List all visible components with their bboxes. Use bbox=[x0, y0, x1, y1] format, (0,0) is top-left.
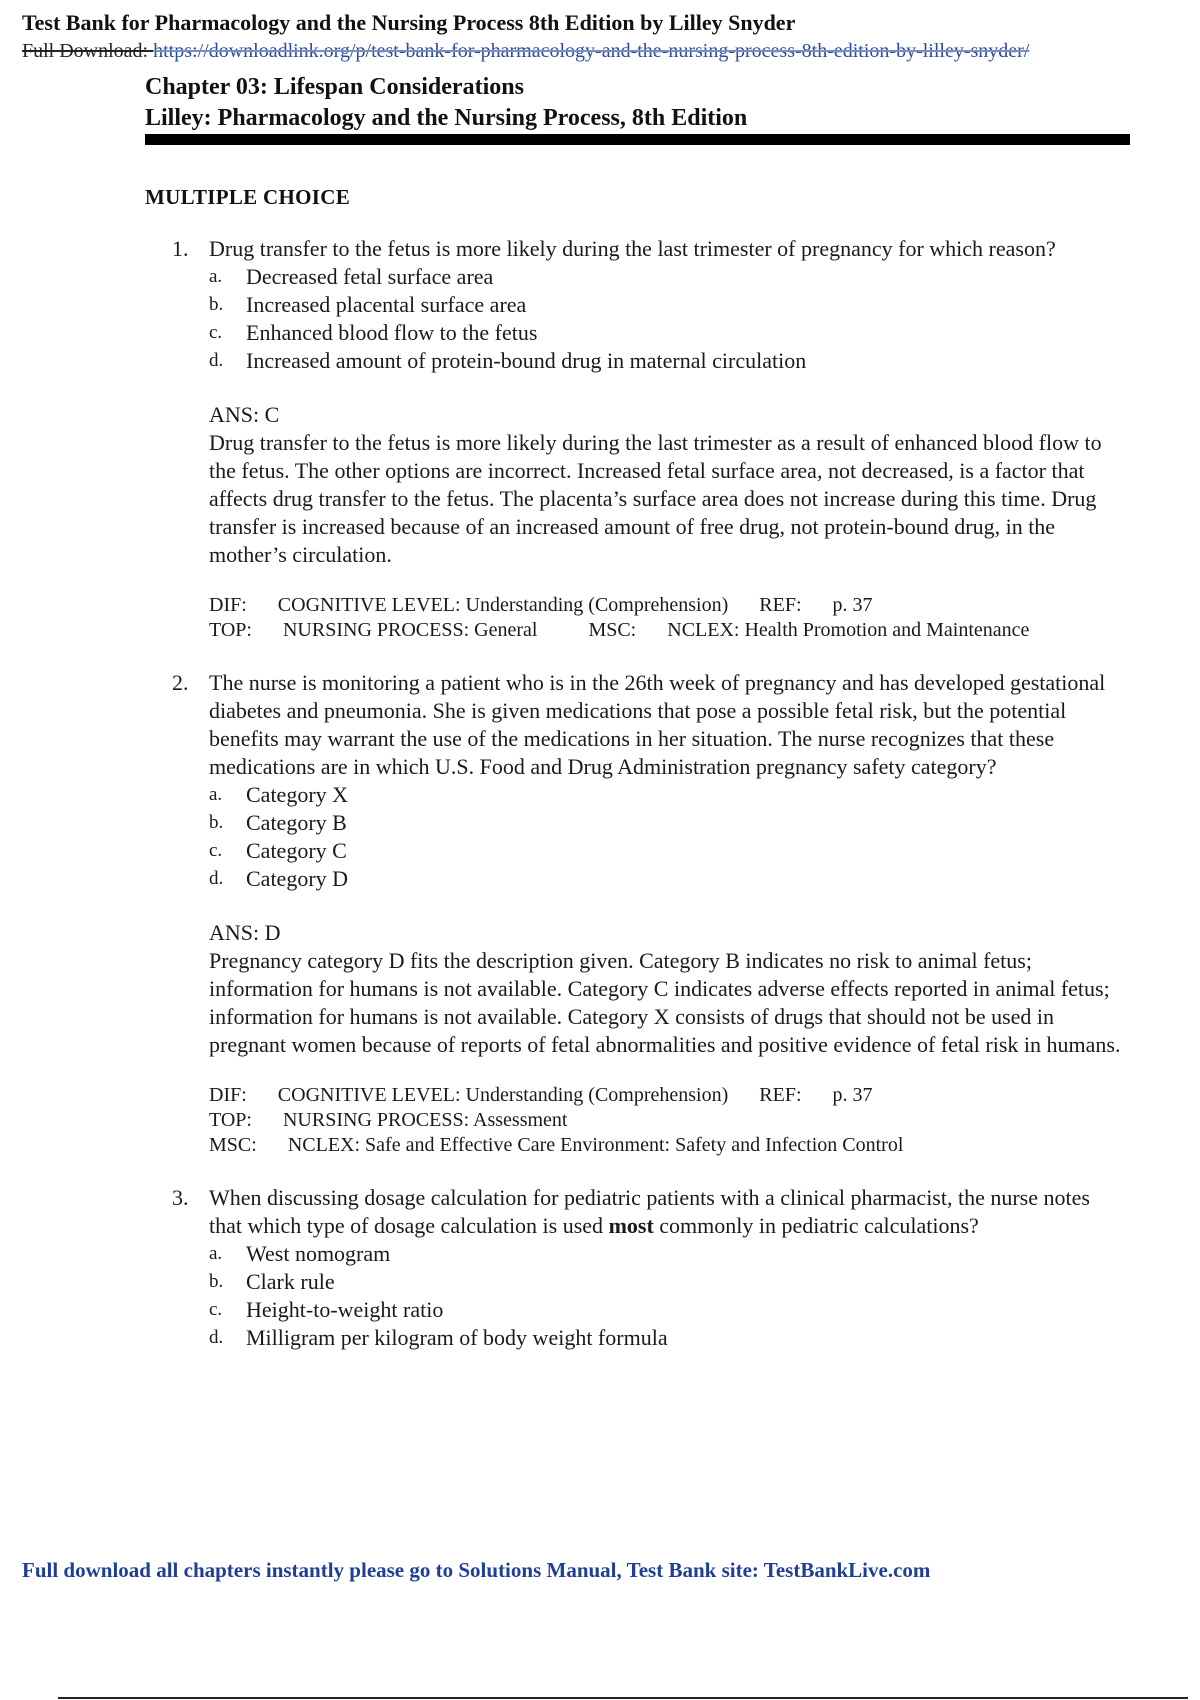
option-text: Milligram per kilogram of body weight formula bbox=[246, 1325, 668, 1350]
ref-label: REF: bbox=[759, 594, 802, 616]
bottom-divider bbox=[58, 1697, 1188, 1699]
top-label: TOP: bbox=[209, 1109, 252, 1131]
dif-value: COGNITIVE LEVEL: Understanding (Comprehension) bbox=[277, 594, 729, 616]
document-title: Test Bank for Pharmacology and the Nursing Process 8th Edition by Lilley Snyder bbox=[22, 10, 796, 35]
option-letter: a. bbox=[209, 1243, 223, 1264]
option-text: Enhanced blood flow to the fetus bbox=[246, 320, 538, 345]
option-b bbox=[209, 291, 1127, 319]
question-number: 3. bbox=[172, 1185, 189, 1210]
section-heading: MULTIPLE CHOICE bbox=[145, 185, 351, 209]
stem-text: When discussing dosage calculation for pediatric patients with a clinical pharmacist, the nurse notes that which type of dosage calculation is used bbox=[209, 1185, 1090, 1238]
question-number: 1. bbox=[172, 236, 189, 261]
ref-label: REF: bbox=[759, 1084, 802, 1106]
question-metadata bbox=[209, 593, 1127, 643]
stem-emphasis: most bbox=[608, 1213, 654, 1238]
msc-label: MSC: bbox=[209, 1134, 257, 1156]
option-letter: a. bbox=[209, 784, 223, 805]
option-letter: c. bbox=[209, 840, 223, 861]
option-list bbox=[209, 781, 1127, 893]
option-letter: d. bbox=[209, 1327, 224, 1348]
option-b bbox=[209, 1268, 1127, 1296]
option-letter: d. bbox=[209, 350, 224, 371]
option-letter: d. bbox=[209, 868, 224, 889]
option-letter: b. bbox=[209, 812, 224, 833]
option-d bbox=[209, 865, 1127, 893]
question-1 bbox=[172, 235, 1127, 643]
option-letter: a. bbox=[209, 266, 223, 287]
option-text: Category B bbox=[246, 810, 347, 835]
option-a bbox=[209, 1240, 1127, 1268]
meta-row bbox=[209, 1133, 1127, 1158]
option-list bbox=[209, 1240, 1127, 1352]
question-3 bbox=[172, 1184, 1127, 1352]
option-c bbox=[209, 1296, 1127, 1324]
msc-label: MSC: bbox=[588, 619, 637, 641]
answer-block bbox=[209, 919, 1127, 1059]
chapter-divider bbox=[145, 134, 1130, 145]
option-a bbox=[209, 781, 1127, 809]
ref-value: p. 37 bbox=[832, 594, 873, 616]
question-list bbox=[172, 235, 1127, 1378]
option-d bbox=[209, 347, 1127, 375]
option-text: Category C bbox=[246, 838, 347, 863]
option-list bbox=[209, 263, 1127, 375]
meta-row bbox=[209, 593, 1127, 618]
chapter-heading bbox=[145, 72, 1130, 134]
ref-value: p. 37 bbox=[832, 1084, 873, 1106]
top-value: NURSING PROCESS: Assessment bbox=[282, 1109, 568, 1131]
option-text: Increased amount of protein-bound drug in maternal circulation bbox=[246, 348, 807, 373]
meta-row bbox=[209, 1083, 1127, 1108]
option-text: Increased placental surface area bbox=[246, 292, 527, 317]
option-letter: b. bbox=[209, 1271, 224, 1292]
question-metadata bbox=[209, 1083, 1127, 1158]
option-c bbox=[209, 319, 1127, 347]
answer-key: ANS: C bbox=[209, 402, 280, 427]
option-b bbox=[209, 809, 1127, 837]
option-d bbox=[209, 1324, 1127, 1352]
option-text: Height-to-weight ratio bbox=[246, 1297, 444, 1322]
question-stem: Drug transfer to the fetus is more likely during the last trimester of pregnancy for which reason? bbox=[209, 236, 1056, 261]
top-value: NURSING PROCESS: General bbox=[282, 619, 538, 641]
download-link[interactable]: https://downloadlink.org/p/test-bank-for-pharmacology-and-the-nursing-process-8th-edition-by-lilley-snyder/ bbox=[153, 40, 1030, 62]
option-c bbox=[209, 837, 1127, 865]
download-line bbox=[22, 38, 1192, 64]
dif-label: DIF: bbox=[209, 594, 247, 616]
answer-rationale: Drug transfer to the fetus is more likely during the last trimester as a result of enhanced blood flow to the fetus. The other options are incorrect. Increased fetal surface area, not decreased, is a factor that affects drug transfer to the fetus. The placenta’s surface area does not increase during this time. Drug transfer is increased because of an increased amount of free drug, not protein-bound drug, in the mother’s circulation. bbox=[209, 430, 1102, 567]
footer-promo-link[interactable]: Full download all chapters instantly please go to Solutions Manual, Test Bank site: TestBankLive.com bbox=[22, 1558, 931, 1582]
option-text: Clark rule bbox=[246, 1269, 335, 1294]
answer-rationale: Pregnancy category D fits the description given. Category B indicates no risk to animal fetus; information for humans is not available. Category C indicates adverse effects reported in animal fetus; information for humans is not available. Category X consists of drugs that should not be used in pregnant women because of reports of fetal abnormalities and positive evidence of fetal risk in humans. bbox=[209, 948, 1121, 1057]
top-label: TOP: bbox=[209, 619, 252, 641]
question-number: 2. bbox=[172, 670, 189, 695]
page-header bbox=[22, 8, 1192, 64]
question-stem bbox=[209, 1184, 1127, 1240]
option-text: Category D bbox=[246, 866, 349, 891]
dif-label: DIF: bbox=[209, 1084, 247, 1106]
msc-value: NCLEX: Safe and Effective Care Environment: Safety and Infection Control bbox=[287, 1134, 904, 1156]
option-letter: c. bbox=[209, 322, 223, 343]
question-2 bbox=[172, 669, 1127, 1158]
chapter-title: Chapter 03: Lifespan Considerations bbox=[145, 74, 524, 100]
meta-row bbox=[209, 618, 1127, 643]
stem-text: commonly in pediatric calculations? bbox=[653, 1213, 979, 1238]
download-label: Full Download: bbox=[22, 40, 154, 62]
meta-row bbox=[209, 1108, 1127, 1133]
option-text: Decreased fetal surface area bbox=[246, 264, 494, 289]
dif-value: COGNITIVE LEVEL: Understanding (Comprehension) bbox=[277, 1084, 729, 1106]
option-letter: c. bbox=[209, 1299, 223, 1320]
option-letter: b. bbox=[209, 294, 224, 315]
option-a bbox=[209, 263, 1127, 291]
answer-key: ANS: D bbox=[209, 920, 281, 945]
book-title: Lilley: Pharmacology and the Nursing Process, 8th Edition bbox=[145, 105, 748, 131]
msc-value: NCLEX: Health Promotion and Maintenance bbox=[667, 619, 1030, 641]
question-stem: The nurse is monitoring a patient who is in the 26th week of pregnancy and has developed gestational diabetes and pneumonia. She is given medications that pose a possible fetal risk, but the potential benefits may warrant the use of the medications in her situation. The nurse recognizes that these medications are in which U.S. Food and Drug Administration pregnancy safety category? bbox=[209, 670, 1106, 779]
option-text: West nomogram bbox=[246, 1241, 391, 1266]
answer-block bbox=[209, 401, 1127, 569]
option-text: Category X bbox=[246, 782, 349, 807]
